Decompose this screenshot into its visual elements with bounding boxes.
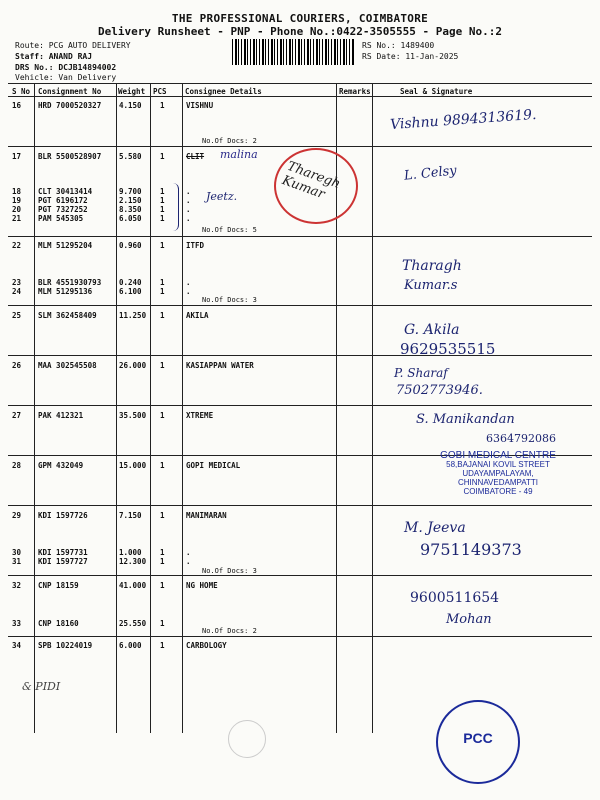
row-weight: 25.550 <box>119 619 147 628</box>
row-pcs: 1 <box>160 152 165 161</box>
document-title: THE PROFESSIONAL COURIERS, COIMBATORE <box>171 12 429 25</box>
row-consignee: ITFD <box>186 241 205 250</box>
row-consignment: SPB 10224019 <box>38 641 93 650</box>
row-sno: 23 <box>12 278 22 287</box>
pcc-stamp-text: PCC <box>463 730 493 746</box>
signature-17: L. Celsy <box>403 163 458 184</box>
row-sno: 26 <box>12 361 22 370</box>
row-pcs: 1 <box>160 548 165 557</box>
row-consignment: CNP 18159 <box>38 581 79 590</box>
col-header-consignee: Consignee Details <box>185 87 262 96</box>
stamp-line: COIMBATORE - 49 <box>463 487 533 496</box>
row-weight: 5.580 <box>119 152 142 161</box>
row-weight: 11.250 <box>119 311 147 320</box>
signature-22-line1: Tharagh <box>402 258 462 274</box>
row-weight: 1.000 <box>119 548 142 557</box>
row-consignee: KASIAPPAN WATER <box>186 361 254 370</box>
row-consignment: KDI 1597727 <box>38 557 88 566</box>
row-weight: 0.240 <box>119 278 142 287</box>
seal-handwriting: Tharegh Kumar <box>279 158 343 203</box>
row-weight: 12.300 <box>119 557 147 566</box>
col-header-remarks: Remarks <box>339 87 371 96</box>
row-pcs: 1 <box>160 278 165 287</box>
stamp-line: GOBI MEDICAL CENTRE <box>440 450 556 461</box>
row-weight: 35.500 <box>119 411 147 420</box>
drs-number: DRS No.: DCJB14894002 <box>15 63 117 72</box>
row-pcs: 1 <box>160 214 165 223</box>
row-pcs: 1 <box>160 619 165 628</box>
col-header-seal: Seal & Signature <box>400 87 473 96</box>
row-sno: 28 <box>12 461 22 470</box>
row-consignment: BLR 4551930793 <box>38 278 102 287</box>
signature-27-line1: S. Manikandan <box>416 412 515 427</box>
row-weight: 26.000 <box>119 361 147 370</box>
row-consignment: PAM 545305 <box>38 214 84 223</box>
row-consignment: BLR 5500528907 <box>38 152 102 161</box>
row-pcs: 1 <box>160 196 165 205</box>
row-weight: 8.350 <box>119 205 142 214</box>
group-separator <box>8 636 592 637</box>
barcode <box>232 39 355 65</box>
document-subtitle: Delivery Runsheet - PNP - Phone No.:0422-3505555 - Page No.:2 <box>98 25 502 38</box>
signature-29-line2: 9751149373 <box>420 540 522 559</box>
row-pcs: 1 <box>160 557 165 566</box>
stamp-line: 58,BAJANAI KOVIL STREET <box>446 460 550 469</box>
group-separator <box>8 236 592 237</box>
col-header-weight: Weight <box>118 87 146 96</box>
signature-25-line1: G. Akila <box>404 322 460 338</box>
row-consignee: . <box>186 187 191 196</box>
col-header-consignment: Consignment No <box>38 87 102 96</box>
row-consignee: . <box>186 557 191 566</box>
row-sno: 16 <box>12 101 22 110</box>
row-consignee: . <box>186 278 191 287</box>
signature-22-line2: Kumar.s <box>404 278 458 293</box>
row-pcs: 1 <box>160 311 165 320</box>
signature-16: Vishnu 9894313619. <box>389 106 537 134</box>
gobi-medical-stamp <box>398 451 598 496</box>
row-pcs: 1 <box>160 361 165 370</box>
row-consignment: GPM 432049 <box>38 461 84 470</box>
rs-date: RS Date: 11-Jan-2025 <box>362 52 459 61</box>
docs-count: No.Of Docs: 2 <box>202 627 257 635</box>
row-weight: 7.150 <box>119 511 142 520</box>
docs-count: No.Of Docs: 2 <box>202 137 257 145</box>
row-sno: 17 <box>12 152 22 161</box>
signature-34: & PIDI <box>22 680 61 693</box>
handwritten-note-18: Jeetz. <box>206 190 238 203</box>
stamp-line: UDAYAMPALAYAM, <box>462 469 534 478</box>
signature-32-line1: 9600511654 <box>410 590 500 606</box>
group-separator <box>8 505 592 506</box>
row-pcs: 1 <box>160 511 165 520</box>
row-consignee: . <box>186 287 191 296</box>
row-consignee: CARBOLOGY <box>186 641 227 650</box>
row-sno: 24 <box>12 287 22 296</box>
group-separator <box>8 355 592 356</box>
signature-26-line2: 7502773946. <box>396 383 483 398</box>
row-consignee: CLIT <box>186 152 205 161</box>
group-separator <box>8 405 592 406</box>
signature-25-line2: 9629535515 <box>400 340 496 358</box>
row-sno: 33 <box>12 619 22 628</box>
row-consignment: SLM 362458409 <box>38 311 97 320</box>
row-consignment: HRD 7000520327 <box>38 101 102 110</box>
row-pcs: 1 <box>160 101 165 110</box>
table-top-rule <box>8 83 592 84</box>
bracket-mark <box>172 183 179 231</box>
row-weight: 4.150 <box>119 101 142 110</box>
row-sno: 22 <box>12 241 22 250</box>
row-sno: 20 <box>12 205 22 214</box>
row-consignee: NG HOME <box>186 581 218 590</box>
faint-stamp-mark <box>228 720 266 758</box>
row-pcs: 1 <box>160 187 165 196</box>
table-header-rule <box>8 96 592 97</box>
group-separator <box>8 575 592 576</box>
vehicle-label: Vehicle: Van Delivery <box>15 73 117 82</box>
row-pcs: 1 <box>160 241 165 250</box>
row-consignee: XTREME <box>186 411 214 420</box>
row-weight: 9.700 <box>119 187 142 196</box>
row-sno: 32 <box>12 581 22 590</box>
row-consignee: . <box>186 548 191 557</box>
row-sno: 29 <box>12 511 22 520</box>
stamp-line: CHINNAVEDAMPATTI <box>457 478 538 487</box>
handwritten-name-17: malina <box>220 148 258 161</box>
docs-count: No.Of Docs: 3 <box>202 296 257 304</box>
row-sno: 21 <box>12 214 22 223</box>
row-consignment: PGT 6196172 <box>38 196 88 205</box>
row-consignment: MLM 51295204 <box>38 241 93 250</box>
row-weight: 15.000 <box>119 461 147 470</box>
route-label: Route: PCG AUTO DELIVERY <box>15 41 131 50</box>
row-weight: 6.100 <box>119 287 142 296</box>
row-sno: 19 <box>12 196 22 205</box>
row-sno: 25 <box>12 311 22 320</box>
row-consignment: KDI 1597726 <box>38 511 88 520</box>
row-consignment: CLT 30413414 <box>38 187 93 196</box>
row-consignment: MLM 51295136 <box>38 287 93 296</box>
row-pcs: 1 <box>160 411 165 420</box>
row-consignee: AKILA <box>186 311 209 320</box>
row-sno: 27 <box>12 411 22 420</box>
row-consignment: MAA 302545508 <box>38 361 97 370</box>
docs-count: No.Of Docs: 5 <box>202 226 257 234</box>
row-consignee: MANIMARAN <box>186 511 227 520</box>
col-header-pcs: PCS <box>153 87 167 96</box>
signature-32-line2: Mohan <box>446 612 492 627</box>
signature-26-line1: P. Sharaf <box>394 366 448 380</box>
row-consignment: PGT 7327252 <box>38 205 88 214</box>
row-pcs: 1 <box>160 287 165 296</box>
row-sno: 31 <box>12 557 22 566</box>
row-weight: 2.150 <box>119 196 142 205</box>
row-consignment: CNP 18160 <box>38 619 79 628</box>
row-sno: 30 <box>12 548 22 557</box>
signature-29-line1: M. Jeeva <box>404 520 466 536</box>
row-weight: 6.050 <box>119 214 142 223</box>
row-pcs: 1 <box>160 641 165 650</box>
row-weight: 6.000 <box>119 641 142 650</box>
row-consignee: . <box>186 205 191 214</box>
group-separator <box>8 305 592 306</box>
row-weight: 41.000 <box>119 581 147 590</box>
row-consignee: . <box>186 196 191 205</box>
docs-count: No.Of Docs: 3 <box>202 567 257 575</box>
row-weight: 0.960 <box>119 241 142 250</box>
row-consignment: PAK 412321 <box>38 411 84 420</box>
row-pcs: 1 <box>160 581 165 590</box>
row-pcs: 1 <box>160 461 165 470</box>
row-sno: 34 <box>12 641 22 650</box>
row-pcs: 1 <box>160 205 165 214</box>
row-consignee: VISHNU <box>186 101 214 110</box>
rs-number: RS No.: 1489400 <box>362 41 435 50</box>
row-consignee: GOPI MEDICAL <box>186 461 241 470</box>
row-consignee: . <box>186 214 191 223</box>
group-separator <box>8 146 592 147</box>
row-sno: 18 <box>12 187 22 196</box>
col-header-sno: S No <box>12 87 31 96</box>
signature-27-line2: 6364792086 <box>486 432 556 445</box>
row-consignment: KDI 1597731 <box>38 548 88 557</box>
staff-label: Staff: ANAND RAJ <box>15 52 93 61</box>
